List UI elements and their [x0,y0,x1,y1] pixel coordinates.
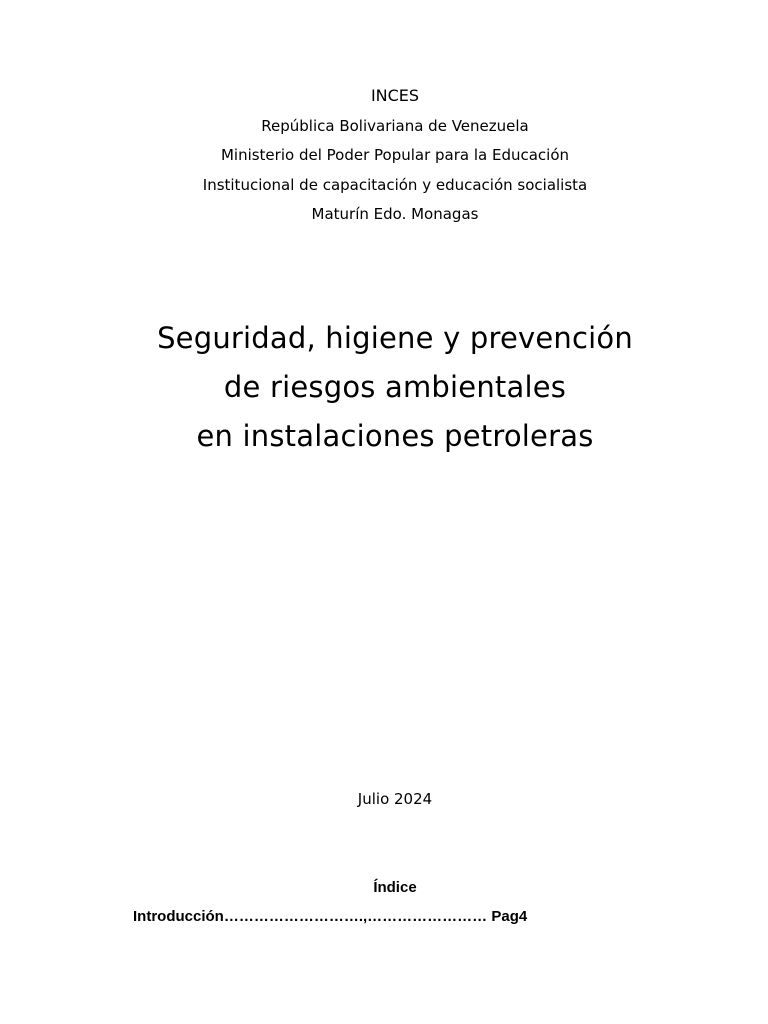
toc-entry-label: Introducción [133,908,224,925]
document-title-line-2: de riesgos ambientales [223,370,567,404]
document-date: Julio 2024 [357,790,433,808]
organization-name: INCES [370,86,420,105]
toc-entry-introduccion [133,908,527,925]
document-title-line-1: Seguridad, higiene y prevención [157,321,633,355]
institution-line: Institucional de capacitación y educación socialista [202,176,588,194]
republic-line: República Bolivariana de Venezuela [261,117,529,135]
ministry-line: Ministerio del Poder Popular para la Educación [220,146,570,164]
toc-entry-page: Pag4 [491,908,528,925]
index-heading: Índice [373,879,417,896]
toc-entry-leader: ……………………….,…………………… [223,908,488,925]
document-title-line-3: en instalaciones petroleras [196,419,594,453]
location-line: Maturín Edo. Monagas [311,205,479,223]
